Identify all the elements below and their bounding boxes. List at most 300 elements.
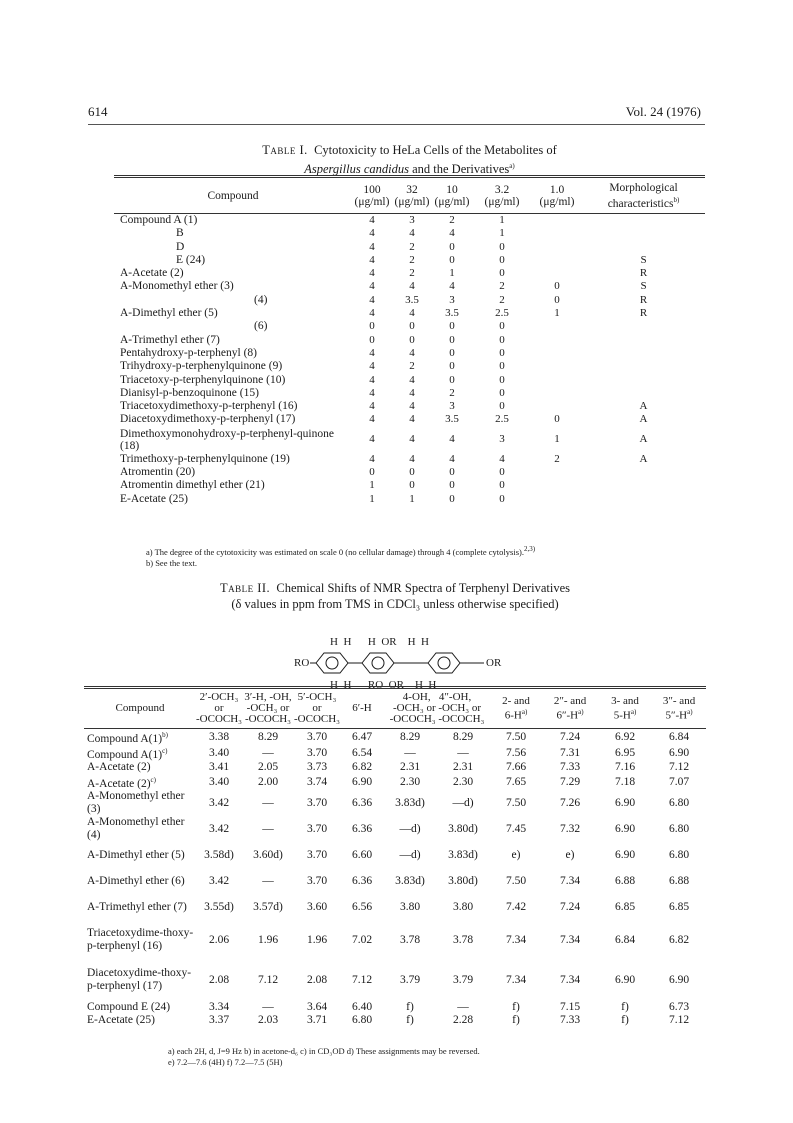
shift-cell: 6.56 <box>351 900 373 913</box>
shift-cell: 8.29 <box>399 730 421 743</box>
compound-name <box>84 1013 196 1027</box>
value-cell: 4 <box>409 280 415 293</box>
shift-cell: 6.36 <box>351 822 373 835</box>
value-cell: 4 <box>409 400 415 413</box>
table2-title: Chemical Shifts of NMR Spectra of Terphenyl Derivatives <box>276 581 571 595</box>
value-cell: 1 <box>554 433 560 446</box>
value-cell: 4 <box>369 293 375 306</box>
value-cell: 0 <box>449 360 455 373</box>
value-cell: 4 <box>369 433 375 446</box>
value-cell: 0 <box>499 360 505 373</box>
compound-name-text: Triacetoxydime-thoxy-p-terphenyl (16) <box>87 927 194 952</box>
table1-row <box>114 466 705 479</box>
shift-cell: 6.84 <box>668 730 690 743</box>
shift-cell: 7.31 <box>559 746 581 759</box>
value-cell: 2 <box>409 267 415 280</box>
compound-name <box>84 745 196 761</box>
compound-name-text: Compound A(1) <box>87 732 163 745</box>
t2-header-6prime: 6′-H <box>352 702 372 714</box>
table1-label: Table I. <box>262 143 308 157</box>
table1-caption <box>114 142 705 177</box>
shift-cell: 6.90 <box>668 746 690 759</box>
shift-cell: f) <box>406 1014 414 1027</box>
value-cell: 4 <box>449 433 455 446</box>
value-cell <box>532 373 582 386</box>
table1-title-species: Aspergillus candidus <box>304 162 409 177</box>
shift-cell: 3.58d) <box>204 848 234 861</box>
compound-name <box>84 774 196 790</box>
shift-cell: 6.92 <box>614 730 636 743</box>
compound-name <box>84 729 196 745</box>
table1-row <box>114 254 705 267</box>
table1-row <box>114 294 705 307</box>
value-cell: 1 <box>499 227 505 240</box>
value-cell: 0 <box>499 240 505 253</box>
value-cell: 4 <box>449 452 455 465</box>
value-cell <box>532 400 582 413</box>
compound-name: Trimethoxy-p-terphenylquinone (19) <box>120 452 290 465</box>
shift-cell: 1.96 <box>257 933 279 946</box>
value-cell: 0 <box>449 346 455 359</box>
value-cell: S <box>640 253 647 266</box>
t1-header-morphological: Morphological characteristics$^{b)}$ <box>607 182 680 210</box>
t2-footnote-line2: e) 7.2—7.6 (4H) f) 7.2—7.5 (5H) <box>168 1057 283 1067</box>
value-cell: 0 <box>554 280 560 293</box>
value-cell: 4 <box>369 227 375 240</box>
shift-cell: 6.40 <box>351 1000 373 1013</box>
table2-row <box>84 960 706 1000</box>
table2-row <box>84 761 706 775</box>
value-cell <box>582 479 705 492</box>
table1-row <box>114 213 705 227</box>
t2-header-4-oh: 4-OH, 4″-OH, -OCH₃ or -OCH₃ or -OCOCH₃ -OCOCH₃ <box>389 691 485 725</box>
table2-footnotes <box>168 1046 480 1068</box>
shift-cell: 3.83d) <box>395 796 425 809</box>
value-cell: 0 <box>499 267 505 280</box>
value-cell: 2 <box>409 240 415 253</box>
compound-name-text: A-Monomethyl ether (3) <box>87 790 185 815</box>
shift-cell: 3.79 <box>399 973 421 986</box>
compound-name-text: A-Trimethyl ether (7) <box>87 900 187 913</box>
shift-cell: 1.96 <box>306 933 328 946</box>
shift-cell: 3.70 <box>306 822 328 835</box>
shift-cell: 6.54 <box>351 746 373 759</box>
value-cell: 1 <box>554 307 560 320</box>
shift-cell: 7.45 <box>505 822 527 835</box>
shift-cell: 6.90 <box>614 848 636 861</box>
value-cell: 2.5 <box>495 413 509 426</box>
shift-cell: 3.64 <box>306 1000 328 1013</box>
value-cell <box>582 387 705 400</box>
shift-cell: 7.24 <box>559 900 581 913</box>
compound-name: Dianisyl-p-benzoquinone (15) <box>120 386 259 399</box>
value-cell: 0 <box>499 400 505 413</box>
shift-cell: 7.65 <box>505 776 527 789</box>
compound-name: Pentahydroxy-p-terphenyl (8) <box>120 346 258 359</box>
struct-right-group: OR <box>486 657 502 669</box>
table2-caption <box>84 580 706 612</box>
shift-cell: 6.60 <box>351 848 373 861</box>
value-cell: 4 <box>409 413 415 426</box>
compound-name: Atromentin dimethyl ether (21) <box>120 479 265 492</box>
value-cell: 2 <box>409 253 415 266</box>
table2-row <box>84 868 706 894</box>
shift-cell: 7.42 <box>505 900 527 913</box>
shift-cell: 2.08 <box>306 973 328 986</box>
shift-cell: 3.70 <box>306 796 328 809</box>
compound-name <box>84 816 196 842</box>
value-cell: 4 <box>369 386 375 399</box>
compound-name <box>84 920 196 960</box>
compound-name <box>84 761 196 775</box>
t2-header-3prime: 3′-H, -OH, -OCH₃ or -OCOCH₃ <box>244 691 292 725</box>
shift-cell: 7.56 <box>505 746 527 759</box>
value-cell: 3.5 <box>445 307 459 320</box>
value-cell: 1 <box>409 492 415 505</box>
t1-header-32: 32 (μg/ml) <box>394 183 430 208</box>
value-cell: 0 <box>499 320 505 333</box>
shift-cell: 3.70 <box>306 730 328 743</box>
compound-name-text: Diacetoxydime-thoxy-p-terphenyl (17) <box>87 967 192 992</box>
value-cell: 0 <box>369 320 375 333</box>
value-cell: 0 <box>409 479 415 492</box>
value-cell: 1 <box>369 479 375 492</box>
shift-cell: 2.00 <box>257 776 279 789</box>
value-cell: 3.5 <box>405 293 419 306</box>
shift-cell: 3.79 <box>452 973 474 986</box>
shift-cell: 8.29 <box>257 730 279 743</box>
value-cell <box>532 213 582 227</box>
compound-name <box>84 894 196 920</box>
value-cell <box>582 360 705 373</box>
header-rule <box>88 124 705 125</box>
shift-cell: — <box>262 874 274 887</box>
shift-cell: 7.12 <box>351 973 373 986</box>
t2-header-3pp-5pph: 3″- and $5''-H^{a)}$ <box>662 694 696 722</box>
shift-cell: 8.29 <box>452 730 474 743</box>
table1-row <box>114 360 705 373</box>
value-cell: 0 <box>449 253 455 266</box>
table1-row <box>114 400 705 413</box>
value-cell: 3 <box>449 400 455 413</box>
value-cell <box>532 334 582 347</box>
shift-cell: 3.60d) <box>253 848 283 861</box>
value-cell <box>582 373 705 386</box>
shift-cell: 6.88 <box>668 874 690 887</box>
value-cell: 0 <box>499 492 505 505</box>
compound-name-text: A-Dimethyl ether (6) <box>87 874 185 887</box>
shift-cell: 2.08 <box>208 973 230 986</box>
shift-cell: 6.90 <box>614 796 636 809</box>
struct-top-labels: H H H OR H H <box>330 636 429 648</box>
shift-cell: — <box>262 796 274 809</box>
shift-cell: 6.80 <box>668 848 690 861</box>
shift-cell: 6.90 <box>351 776 373 789</box>
shift-cell: 7.50 <box>505 730 527 743</box>
value-cell: 4 <box>409 386 415 399</box>
table1-row <box>114 280 705 293</box>
value-cell: 4 <box>409 307 415 320</box>
table1-row <box>114 320 705 333</box>
shift-cell: 7.29 <box>559 776 581 789</box>
compound-name-text: A-Monomethyl ether (4) <box>87 816 185 841</box>
shift-cell: 6.36 <box>351 874 373 887</box>
t1-header-compound: Compound <box>207 189 259 202</box>
shift-cell: 3.74 <box>306 776 328 789</box>
compound-name <box>84 842 196 868</box>
value-cell <box>532 479 582 492</box>
value-cell: A <box>639 433 648 446</box>
value-cell: A <box>639 413 648 426</box>
value-cell: 2 <box>449 213 455 226</box>
shift-cell: e) <box>511 848 521 861</box>
value-cell: 4 <box>409 346 415 359</box>
shift-cell: 6.95 <box>614 746 636 759</box>
shift-cell: 6.88 <box>614 874 636 887</box>
value-cell: 0 <box>449 466 455 479</box>
value-cell <box>532 466 582 479</box>
value-cell <box>582 492 705 505</box>
shift-cell: 3.42 <box>208 796 230 809</box>
compound-name-text: Compound E (24) <box>87 1000 171 1013</box>
value-cell: A <box>639 452 648 465</box>
value-cell <box>532 320 582 333</box>
value-cell <box>582 347 705 360</box>
value-cell: 0 <box>369 333 375 346</box>
compound-name-text: E-Acetate (25) <box>87 1014 156 1027</box>
table1 <box>114 175 705 506</box>
shift-cell: 7.18 <box>614 776 636 789</box>
value-cell: 4 <box>369 307 375 320</box>
shift-cell: 7.34 <box>559 933 581 946</box>
shift-cell: 7.12 <box>257 973 279 986</box>
shift-cell: —d) <box>399 848 421 861</box>
value-cell: A <box>639 400 648 413</box>
value-cell <box>532 240 582 253</box>
shift-cell: —d) <box>399 822 421 835</box>
table2-row <box>84 1000 706 1014</box>
shift-cell: — <box>262 1000 274 1013</box>
shift-cell: 3.71 <box>306 1014 328 1027</box>
shift-cell: 2.31 <box>399 761 421 774</box>
value-cell: 3 <box>499 433 505 446</box>
t1-footnote-b: b) See the text. <box>146 557 197 568</box>
t2-header-compound: Compound <box>115 702 165 714</box>
shift-cell: 3.70 <box>306 874 328 887</box>
shift-cell: f) <box>406 1000 414 1013</box>
compound-name: Atromentin (20) <box>120 466 196 479</box>
value-cell: 2 <box>409 360 415 373</box>
shift-cell: 7.34 <box>505 933 527 946</box>
shift-cell: 2.30 <box>399 776 421 789</box>
table1-row <box>114 373 705 386</box>
shift-cell: 7.33 <box>559 761 581 774</box>
t2-header-5prime: 5′-OCH₃ or -OCOCH₃ <box>294 691 341 725</box>
value-cell: 2 <box>449 386 455 399</box>
compound-name: A-Dimethyl ether (5) <box>120 307 218 320</box>
shift-cell: 3.70 <box>306 746 328 759</box>
compound-name: A-Monomethyl ether (3) <box>120 280 234 293</box>
compound-name: Dimethoxymonohydroxy-p-terphenyl-quinone (18) <box>120 427 334 452</box>
value-cell <box>532 227 582 240</box>
value-cell: 4 <box>369 253 375 266</box>
shift-cell: 3.80d) <box>448 874 478 887</box>
value-cell: 4 <box>409 433 415 446</box>
compound-name-text: A-Acetate (2) <box>87 777 151 790</box>
value-cell: 2.5 <box>495 307 509 320</box>
value-cell: 3 <box>449 293 455 306</box>
shift-cell: 3.57d) <box>253 900 283 913</box>
value-cell: 3 <box>409 213 415 226</box>
value-cell: 4 <box>369 240 375 253</box>
table1-footnotes: a) The degree of the cytotoxicity was estimated on scale 0 (no cellular damage) through 4 (complete cytolysis).$^{2,3)}$ b) See the text. <box>146 545 536 568</box>
shift-cell: — <box>404 746 416 759</box>
value-cell: 0 <box>449 240 455 253</box>
t1-header-10: 10 (μg/ml) <box>434 183 470 208</box>
shift-cell: 2.05 <box>257 761 279 774</box>
table1-row <box>114 453 705 466</box>
table2-label: Table II. <box>219 581 271 595</box>
t2-footnote-line1: a) each 2H, d, J=9 Hz b) in acetone-d₆ c) in CD₃OD d) These assignments may be reversed. <box>168 1046 480 1056</box>
shift-cell: 7.50 <box>505 874 527 887</box>
shift-cell: 6.90 <box>668 973 690 986</box>
value-cell: R <box>639 267 648 280</box>
shift-cell: 7.02 <box>351 933 373 946</box>
value-cell: 0 <box>369 466 375 479</box>
terphenyl-structure <box>290 636 510 690</box>
shift-cell: 2.31 <box>452 761 474 774</box>
value-cell: 4 <box>369 413 375 426</box>
table2-row <box>84 842 706 868</box>
value-cell: 0 <box>449 479 455 492</box>
value-cell <box>532 267 582 280</box>
shift-cell: 7.33 <box>559 1014 581 1027</box>
shift-cell: 7.07 <box>668 776 690 789</box>
shift-cell: 6.85 <box>668 900 690 913</box>
shift-cell: f) <box>621 1000 629 1013</box>
shift-cell: 6.84 <box>614 933 636 946</box>
value-cell <box>582 213 705 227</box>
value-cell: 0 <box>499 466 505 479</box>
shift-cell: 3.42 <box>208 822 230 835</box>
shift-cell: 3.70 <box>306 848 328 861</box>
struct-bottom-labels: H H RO OR H H <box>330 679 437 690</box>
shift-cell: 7.24 <box>559 730 581 743</box>
compound-name <box>84 960 196 1000</box>
value-cell: 3.5 <box>445 413 459 426</box>
t1-header-1-0: 1.0 (μg/ml) <box>539 183 575 208</box>
value-cell: 0 <box>554 293 560 306</box>
value-cell: 0 <box>449 320 455 333</box>
value-cell: 0 <box>554 413 560 426</box>
value-cell: 4 <box>369 280 375 293</box>
shift-cell: 3.80 <box>452 900 474 913</box>
table1-title-sup: a) <box>509 162 515 170</box>
compound-name <box>84 868 196 894</box>
shift-cell: 3.55d) <box>204 900 234 913</box>
value-cell: 0 <box>499 479 505 492</box>
shift-cell: 6.80 <box>351 1014 373 1027</box>
value-cell: 4 <box>409 452 415 465</box>
shift-cell: 7.32 <box>559 822 581 835</box>
shift-cell: 3.83d) <box>395 874 425 887</box>
value-cell: 4 <box>499 452 505 465</box>
shift-cell: 3.78 <box>452 933 474 946</box>
table2-row <box>84 816 706 842</box>
compound-name: Triacetoxy-p-terphenylquinone (10) <box>120 373 286 386</box>
shift-cell: 6.90 <box>614 822 636 835</box>
value-cell: 0 <box>409 466 415 479</box>
table1-row <box>114 334 705 347</box>
shift-cell: 3.80d) <box>448 822 478 835</box>
shift-cell: 6.80 <box>668 822 690 835</box>
shift-cell: 3.83d) <box>448 848 478 861</box>
value-cell <box>582 466 705 479</box>
table2-row <box>84 729 706 745</box>
shift-cell: e) <box>565 848 575 861</box>
shift-cell: 6.80 <box>668 796 690 809</box>
compound-name <box>84 1000 196 1014</box>
shift-cell: 2.30 <box>452 776 474 789</box>
shift-cell: 3.38 <box>208 730 230 743</box>
value-cell <box>582 240 705 253</box>
value-cell: 2 <box>554 452 560 465</box>
compound-name: Triacetoxydimethoxy-p-terphenyl (16) <box>120 400 298 413</box>
compound-name-sup: c) <box>150 776 156 785</box>
shift-cell: 3.42 <box>208 874 230 887</box>
value-cell: 4 <box>449 280 455 293</box>
value-cell: 1 <box>499 213 505 226</box>
shift-cell: 3.37 <box>208 1014 230 1027</box>
shift-cell: 7.34 <box>559 874 581 887</box>
compound-name-text: A-Acetate (2) <box>87 761 151 774</box>
shift-cell: f) <box>621 1014 629 1027</box>
table1-row <box>114 413 705 426</box>
shift-cell: 3.34 <box>208 1000 230 1013</box>
value-cell: 4 <box>369 373 375 386</box>
value-cell: 4 <box>409 227 415 240</box>
shift-cell: 2.06 <box>208 933 230 946</box>
compound-name-text: Compound A(1) <box>87 748 163 761</box>
value-cell: 0 <box>449 333 455 346</box>
value-cell: 1 <box>449 267 455 280</box>
compound-name: B <box>176 227 184 240</box>
shift-cell: 6.73 <box>668 1000 690 1013</box>
value-cell <box>532 387 582 400</box>
shift-cell: 7.50 <box>505 796 527 809</box>
compound-name-sup: b) <box>162 731 168 739</box>
shift-cell: — <box>457 746 469 759</box>
value-cell: 4 <box>369 267 375 280</box>
shift-cell: 3.60 <box>306 900 328 913</box>
compound-name-text: A-Dimethyl ether (5) <box>87 848 185 861</box>
shift-cell: 6.36 <box>351 796 373 809</box>
table2-row <box>84 894 706 920</box>
value-cell: 0 <box>409 333 415 346</box>
value-cell <box>582 320 705 333</box>
compound-name: Compound A (1) <box>120 213 198 226</box>
value-cell <box>532 254 582 267</box>
compound-name: D <box>176 240 185 253</box>
value-cell: 0 <box>409 320 415 333</box>
value-cell: 0 <box>499 253 505 266</box>
value-cell <box>532 492 582 505</box>
ring-middle <box>362 653 394 673</box>
shift-cell: — <box>262 822 274 835</box>
value-cell <box>582 227 705 240</box>
table1-row <box>114 227 705 240</box>
table2 <box>84 686 706 1027</box>
